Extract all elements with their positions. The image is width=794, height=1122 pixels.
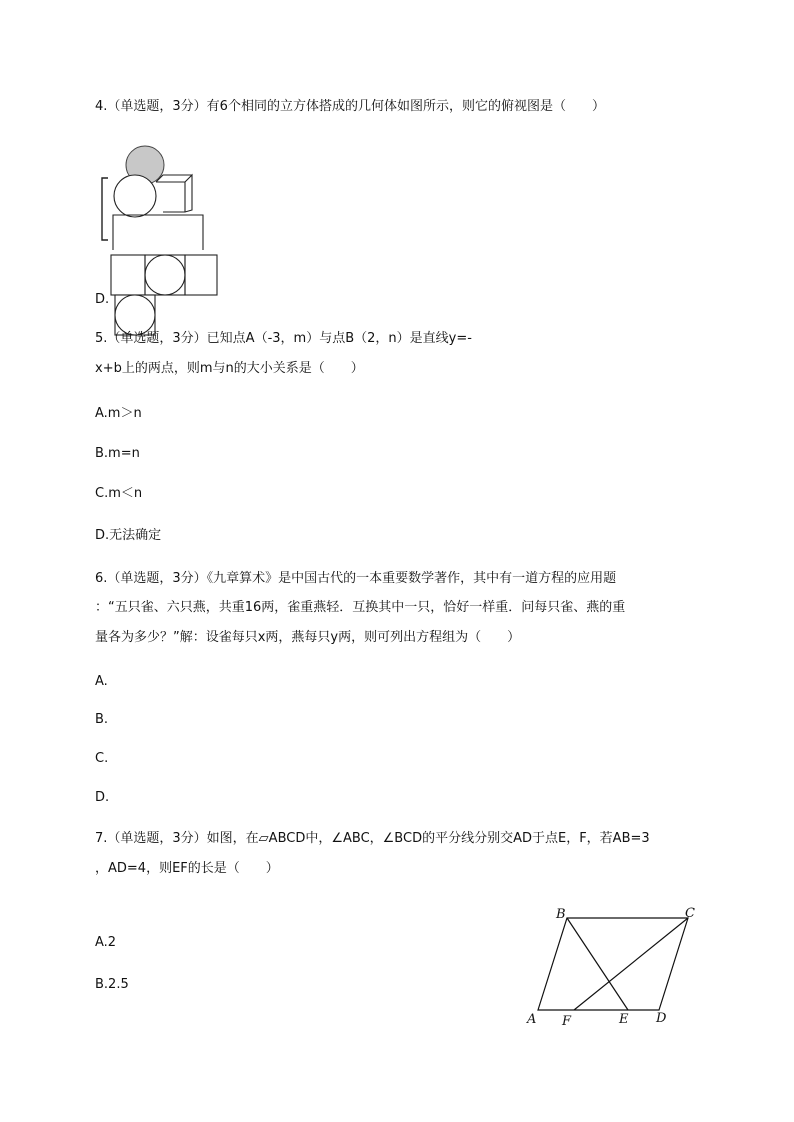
q7-label-a: A: [527, 1012, 537, 1027]
q6-option-b: B.: [95, 712, 109, 727]
q5-option-a: A.m＞n: [95, 406, 142, 421]
q6-option-c: C.: [95, 751, 109, 766]
q5-option-c: C.m＜n: [95, 486, 143, 501]
q6-stem-line3: 量各为多少？”解：设雀每只x两，燕每只y两，则可列出方程组为（ ）: [95, 630, 521, 645]
q4-option-d: D.: [95, 292, 110, 307]
q7-bisector-cf: [574, 918, 688, 1010]
q7-option-a: A.2: [95, 935, 117, 950]
q4-stem: 4.（单选题，3分）有6个相同的立方体搭成的几何体如图所示，则它的俯视图是（ ）: [95, 99, 605, 114]
q5-option-b: B.m=n: [95, 446, 140, 461]
q5-option-d: D.无法确定: [95, 528, 162, 543]
q7-label-b: B: [556, 907, 566, 922]
q7-label-c: C: [685, 906, 695, 921]
q7-label-f: F: [562, 1014, 572, 1029]
q7-stem-line1: 7.（单选题，3分）如图，在▱ABCD中，∠ABC，∠BCD的平分线分别交AD于点E，F，若AB=3: [95, 831, 650, 846]
q6-option-a: A.: [95, 674, 108, 689]
q7-option-b: B.2.5: [95, 977, 129, 992]
q7-stem-line2: ，AD=4，则EF的长是（ ）: [95, 861, 279, 876]
q7-label-d: D: [656, 1011, 667, 1026]
q6-option-d: D.: [95, 790, 110, 805]
q5-stem-line1: 5.（单选题，3分）已知点A（-3，m）与点B（2，n）是直线y=-: [95, 331, 472, 346]
q6-stem-line1: 6.（单选题，3分）《九章算术》是中国古代的一本重要数学著作，其中有一道方程的应用题: [95, 571, 617, 586]
q7-label-e: E: [619, 1012, 629, 1027]
q7-parallelogram: [538, 918, 688, 1010]
q5-stem-line2: x+b上的两点，则m与n的大小关系是（ ）: [95, 361, 364, 376]
q6-stem-line2: ：“五只雀、六只燕，共重16两，雀重燕轻．互换其中一只，恰好一样重．问每只雀、燕的重: [95, 600, 626, 615]
q7-bisector-be: [567, 918, 628, 1010]
